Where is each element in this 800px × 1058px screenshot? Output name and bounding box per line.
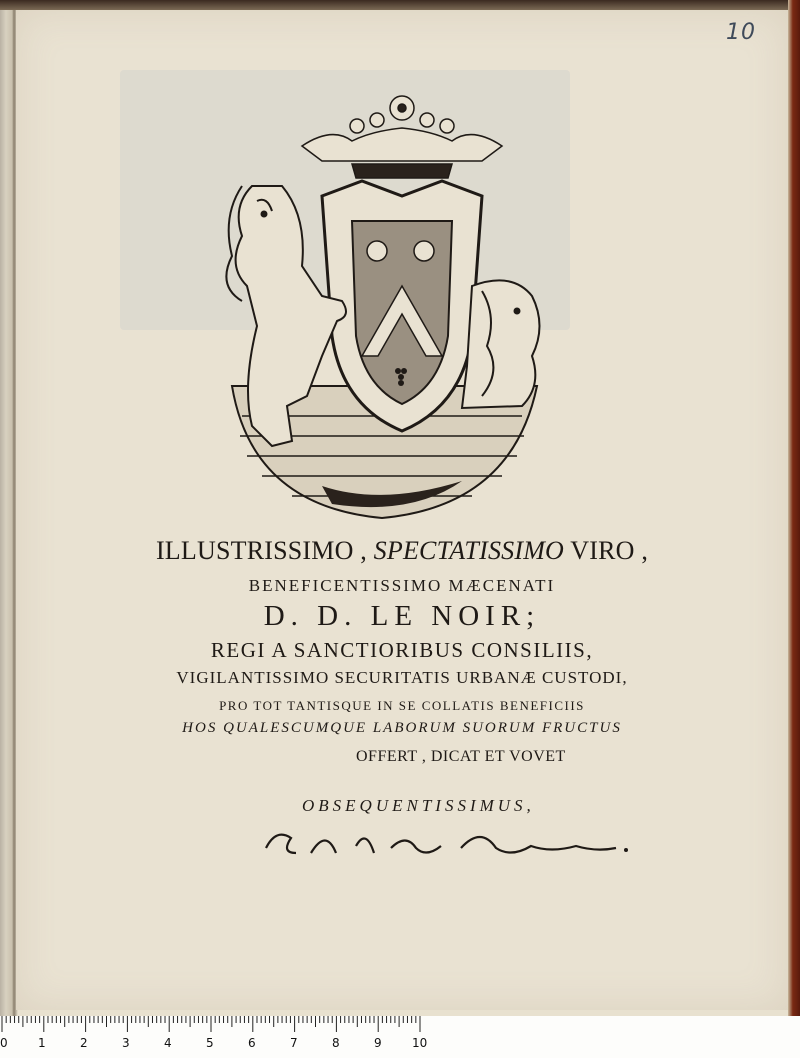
ruler-label-1: 1 [38,1036,46,1050]
ruler-label-6: 6 [248,1036,256,1050]
dedication-line-7: HOS QUALESCUMQUE LABORUM SUORUM FRUCTUS [182,720,622,736]
coat-of-arms-emblem [212,86,552,526]
dedication-line-8: OFFERT , DICAT ET VOVET [356,748,566,765]
dedication-line-6: PRO TOT TANTISQUE IN SE COLLATIS BENEFICIIS [219,698,585,713]
ruler-label-8: 8 [332,1036,340,1050]
dedication-line-1b: SPECTATISSIMO [373,536,565,565]
dedication-line-3: D. D. LE NOIR; [263,600,541,632]
ruler-label-9: 9 [374,1036,382,1050]
book-page [16,10,788,1010]
ruler-label-7: 7 [290,1036,298,1050]
ruler-label-10: 10 [412,1036,428,1050]
folio-number: 10 [726,20,756,45]
ruler-label-0: 0 [0,1036,8,1050]
dedication-line-1a: ILLUSTRISSIMO , [155,536,367,565]
dedication-line-5: VIGILANTISSIMO SECURITATIS URBANÆ CUSTODI, [176,668,628,687]
measurement-ruler [0,1016,430,1058]
dedication-line-1 [16,536,788,566]
book-top-edge [0,0,800,10]
book-cover-edge [788,0,800,1016]
ruler-label-3: 3 [122,1036,130,1050]
dedication-line-2: BENEFICENTISSIMO MÆCENATI [248,576,556,595]
dedication-line-1c: VIRO , [570,536,649,565]
signature [256,818,636,868]
closing-line: OBSEQUENTISSIMUS, [302,796,535,815]
ruler-label-5: 5 [206,1036,214,1050]
ruler-label-4: 4 [164,1036,172,1050]
ruler-ticks [0,1016,430,1036]
ruler-label-2: 2 [80,1036,88,1050]
dedication-line-4: REGI A SANCTIORIBUS CONSILIIS, [210,638,594,662]
